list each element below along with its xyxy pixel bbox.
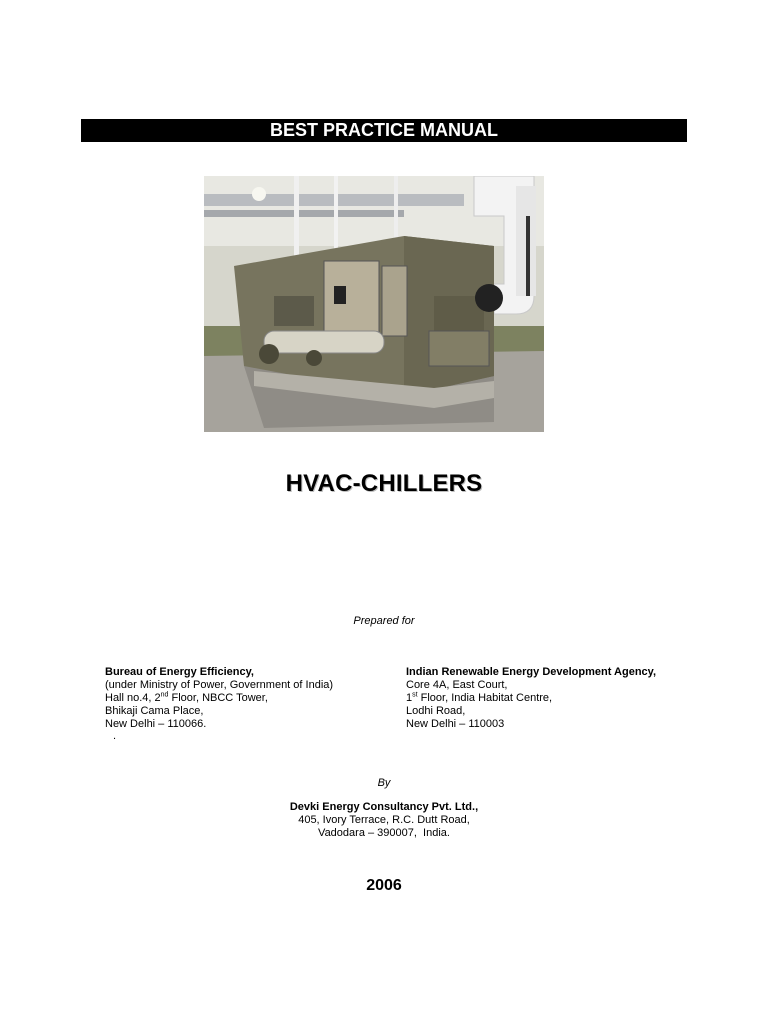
address-text: 1 xyxy=(406,692,413,704)
client-org-name: Indian Renewable Energy Development Agency, xyxy=(406,666,657,678)
address-line xyxy=(406,692,656,705)
document-title: HVAC-CHILLERS xyxy=(285,470,483,497)
client-address-right xyxy=(406,666,656,731)
address-line: Vadodara – 390007, India. xyxy=(318,827,450,839)
publication-year: 2006 xyxy=(366,877,402,894)
stray-mark: . xyxy=(113,730,117,742)
address-line xyxy=(105,692,333,705)
client-org-name: Bureau of Energy Efficiency, xyxy=(105,666,254,678)
address-line: New Delhi – 110066. xyxy=(105,718,207,730)
ordinal-suffix: nd xyxy=(160,691,169,699)
address-line: Core 4A, East Court, xyxy=(406,679,508,691)
address-line: New Delhi – 110003 xyxy=(406,718,505,730)
address-text: Hall no.4, 2 xyxy=(105,692,161,704)
consultant-name: Devki Energy Consultancy Pvt. Ltd., xyxy=(289,801,479,813)
address-text: Floor, NBCC Tower, xyxy=(168,692,268,704)
address-text: Floor, India Habitat Centre, xyxy=(417,692,553,704)
prepared-for-label: Prepared for xyxy=(353,615,415,627)
address-line: Bhikaji Cama Place, xyxy=(105,705,204,717)
consultant-block xyxy=(0,801,768,840)
address-line: Lodhi Road, xyxy=(406,705,466,717)
chiller-photo xyxy=(204,176,544,432)
manual-banner: BEST PRACTICE MANUAL xyxy=(81,119,687,142)
address-line: (under Ministry of Power, Government of India) xyxy=(105,679,334,691)
client-address-left xyxy=(105,666,333,731)
ordinal-suffix: st xyxy=(412,691,418,699)
by-label: By xyxy=(377,777,391,789)
address-line: 405, Ivory Terrace, R.C. Dutt Road, xyxy=(298,814,470,826)
